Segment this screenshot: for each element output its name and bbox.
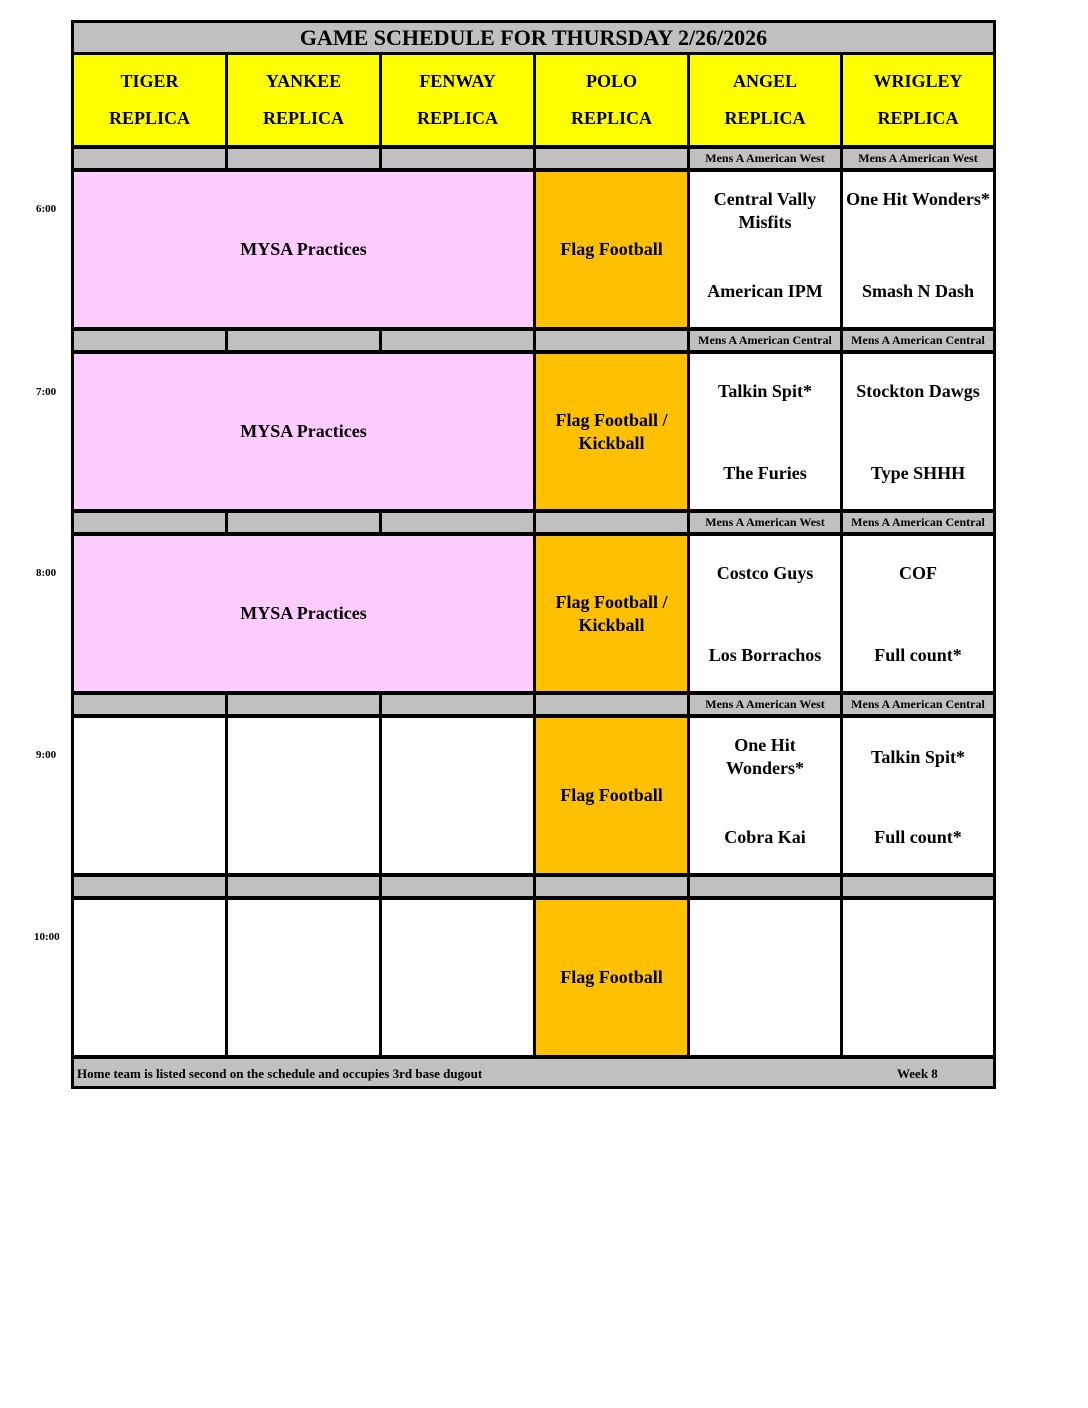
practice-block	[71, 533, 536, 694]
divider-cell	[225, 692, 382, 717]
home-team: Smash N Dash	[861, 281, 975, 301]
home-team: The Furies	[723, 463, 807, 483]
time-label: 9:00	[36, 749, 57, 761]
practice-label: MYSA Practices	[240, 239, 367, 259]
divider-cell	[533, 328, 690, 353]
practice-label: MYSA Practices	[240, 603, 367, 623]
field-header-tiger	[71, 52, 228, 148]
footer-note: Home team is listed second on the schedule and occupies 3rd base dugout	[77, 1066, 483, 1081]
home-team: Cobra Kai	[724, 827, 806, 847]
polo-activity	[533, 351, 690, 512]
polo-activity-label: Flag Football	[560, 785, 663, 805]
empty-cell	[225, 897, 382, 1058]
field-header-polo	[533, 52, 690, 148]
empty-cell	[225, 715, 382, 876]
field-header-angel	[687, 52, 843, 148]
division-label: Mens A American West	[840, 146, 996, 171]
divider-cell	[533, 146, 690, 171]
time-label: 7:00	[36, 386, 57, 398]
divider-cell	[225, 146, 382, 171]
divider-cell	[379, 146, 536, 171]
empty-cell	[840, 897, 996, 1058]
home-team: Full count*	[874, 827, 962, 847]
away-team: COF	[899, 563, 937, 583]
division-label: Mens A American Central	[840, 692, 996, 717]
home-team: Type SHHH	[870, 463, 966, 483]
away-team: Talkin Spit*	[871, 747, 965, 767]
game-cell-angel	[687, 169, 843, 330]
game-cell-angel	[687, 715, 843, 876]
field-sub: REPLICA	[570, 108, 652, 128]
field-name: POLO	[585, 71, 637, 91]
away-team: One Hit Wonders*	[725, 735, 804, 778]
field-name: ANGEL	[732, 71, 797, 91]
divider-cell	[225, 328, 382, 353]
division-label: Mens A American Central	[840, 510, 996, 535]
divider-cell	[379, 692, 536, 717]
empty-cell	[687, 897, 843, 1058]
polo-activity-label: Flag Football / Kickball	[555, 409, 668, 453]
field-sub: REPLICA	[416, 108, 498, 128]
game-cell-wrigley	[840, 169, 996, 330]
divider-cell	[379, 510, 536, 535]
polo-activity	[533, 715, 690, 876]
home-team: Full count*	[874, 645, 962, 665]
practice-label: MYSA Practices	[240, 421, 367, 441]
away-team: Talkin Spit*	[718, 381, 812, 401]
divider-cell	[840, 874, 996, 899]
divider-cell	[379, 328, 536, 353]
away-team: One Hit Wonders*	[846, 189, 990, 209]
away-team: Stockton Dawgs	[856, 381, 980, 401]
away-team: Central Vally Misfits	[713, 189, 817, 232]
week-label: Week 8	[897, 1066, 938, 1081]
division-label: Mens A American West	[687, 692, 843, 717]
practice-block	[71, 169, 536, 330]
field-header-yankee	[225, 52, 382, 148]
field-sub: REPLICA	[262, 108, 344, 128]
divider-cell	[71, 874, 228, 899]
home-team: Los Borrachos	[708, 645, 822, 665]
field-header-wrigley	[840, 52, 996, 148]
empty-cell	[379, 897, 536, 1058]
field-sub: REPLICA	[724, 108, 806, 128]
field-header-fenway	[379, 52, 536, 148]
practice-block	[71, 351, 536, 512]
time-label: 8:00	[36, 567, 57, 579]
field-name: YANKEE	[265, 71, 342, 91]
game-cell-angel	[687, 533, 843, 694]
divider-cell	[71, 328, 228, 353]
time-label: 10:00	[34, 931, 60, 943]
field-name: FENWAY	[419, 71, 496, 91]
game-cell-angel	[687, 351, 843, 512]
page-title-text: GAME SCHEDULE FOR THURSDAY 2/26/2026	[299, 24, 768, 50]
divider-cell	[379, 874, 536, 899]
field-sub: REPLICA	[108, 108, 190, 128]
division-label: Mens A American Central	[840, 328, 996, 353]
divider-cell	[71, 146, 228, 171]
game-cell-wrigley	[840, 351, 996, 512]
polo-activity-label: Flag Football	[560, 239, 663, 259]
divider-cell	[225, 510, 382, 535]
polo-activity-label: Flag Football / Kickball	[555, 591, 668, 635]
empty-cell	[379, 715, 536, 876]
time-label: 6:00	[36, 203, 57, 215]
home-team: American IPM	[707, 281, 823, 301]
divider-cell	[71, 692, 228, 717]
division-label: Mens A American West	[687, 510, 843, 535]
divider-cell	[533, 874, 690, 899]
field-name: TIGER	[120, 71, 179, 91]
divider-cell	[533, 510, 690, 535]
empty-cell	[71, 715, 228, 876]
divider-cell	[71, 510, 228, 535]
polo-activity-label: Flag Football	[560, 967, 663, 987]
footer-bar	[71, 1056, 996, 1089]
division-label: Mens A American West	[687, 146, 843, 171]
divider-cell	[533, 692, 690, 717]
field-sub: REPLICA	[877, 108, 959, 128]
empty-cell	[71, 897, 228, 1058]
division-label: Mens A American Central	[687, 328, 843, 353]
polo-activity	[533, 169, 690, 330]
field-name: WRIGLEY	[873, 71, 963, 91]
game-cell-wrigley	[840, 715, 996, 876]
polo-activity	[533, 897, 690, 1058]
divider-cell	[687, 874, 843, 899]
game-cell-wrigley	[840, 533, 996, 694]
away-team: Costco Guys	[716, 563, 814, 583]
page-title	[71, 20, 996, 55]
polo-activity	[533, 533, 690, 694]
divider-cell	[225, 874, 382, 899]
